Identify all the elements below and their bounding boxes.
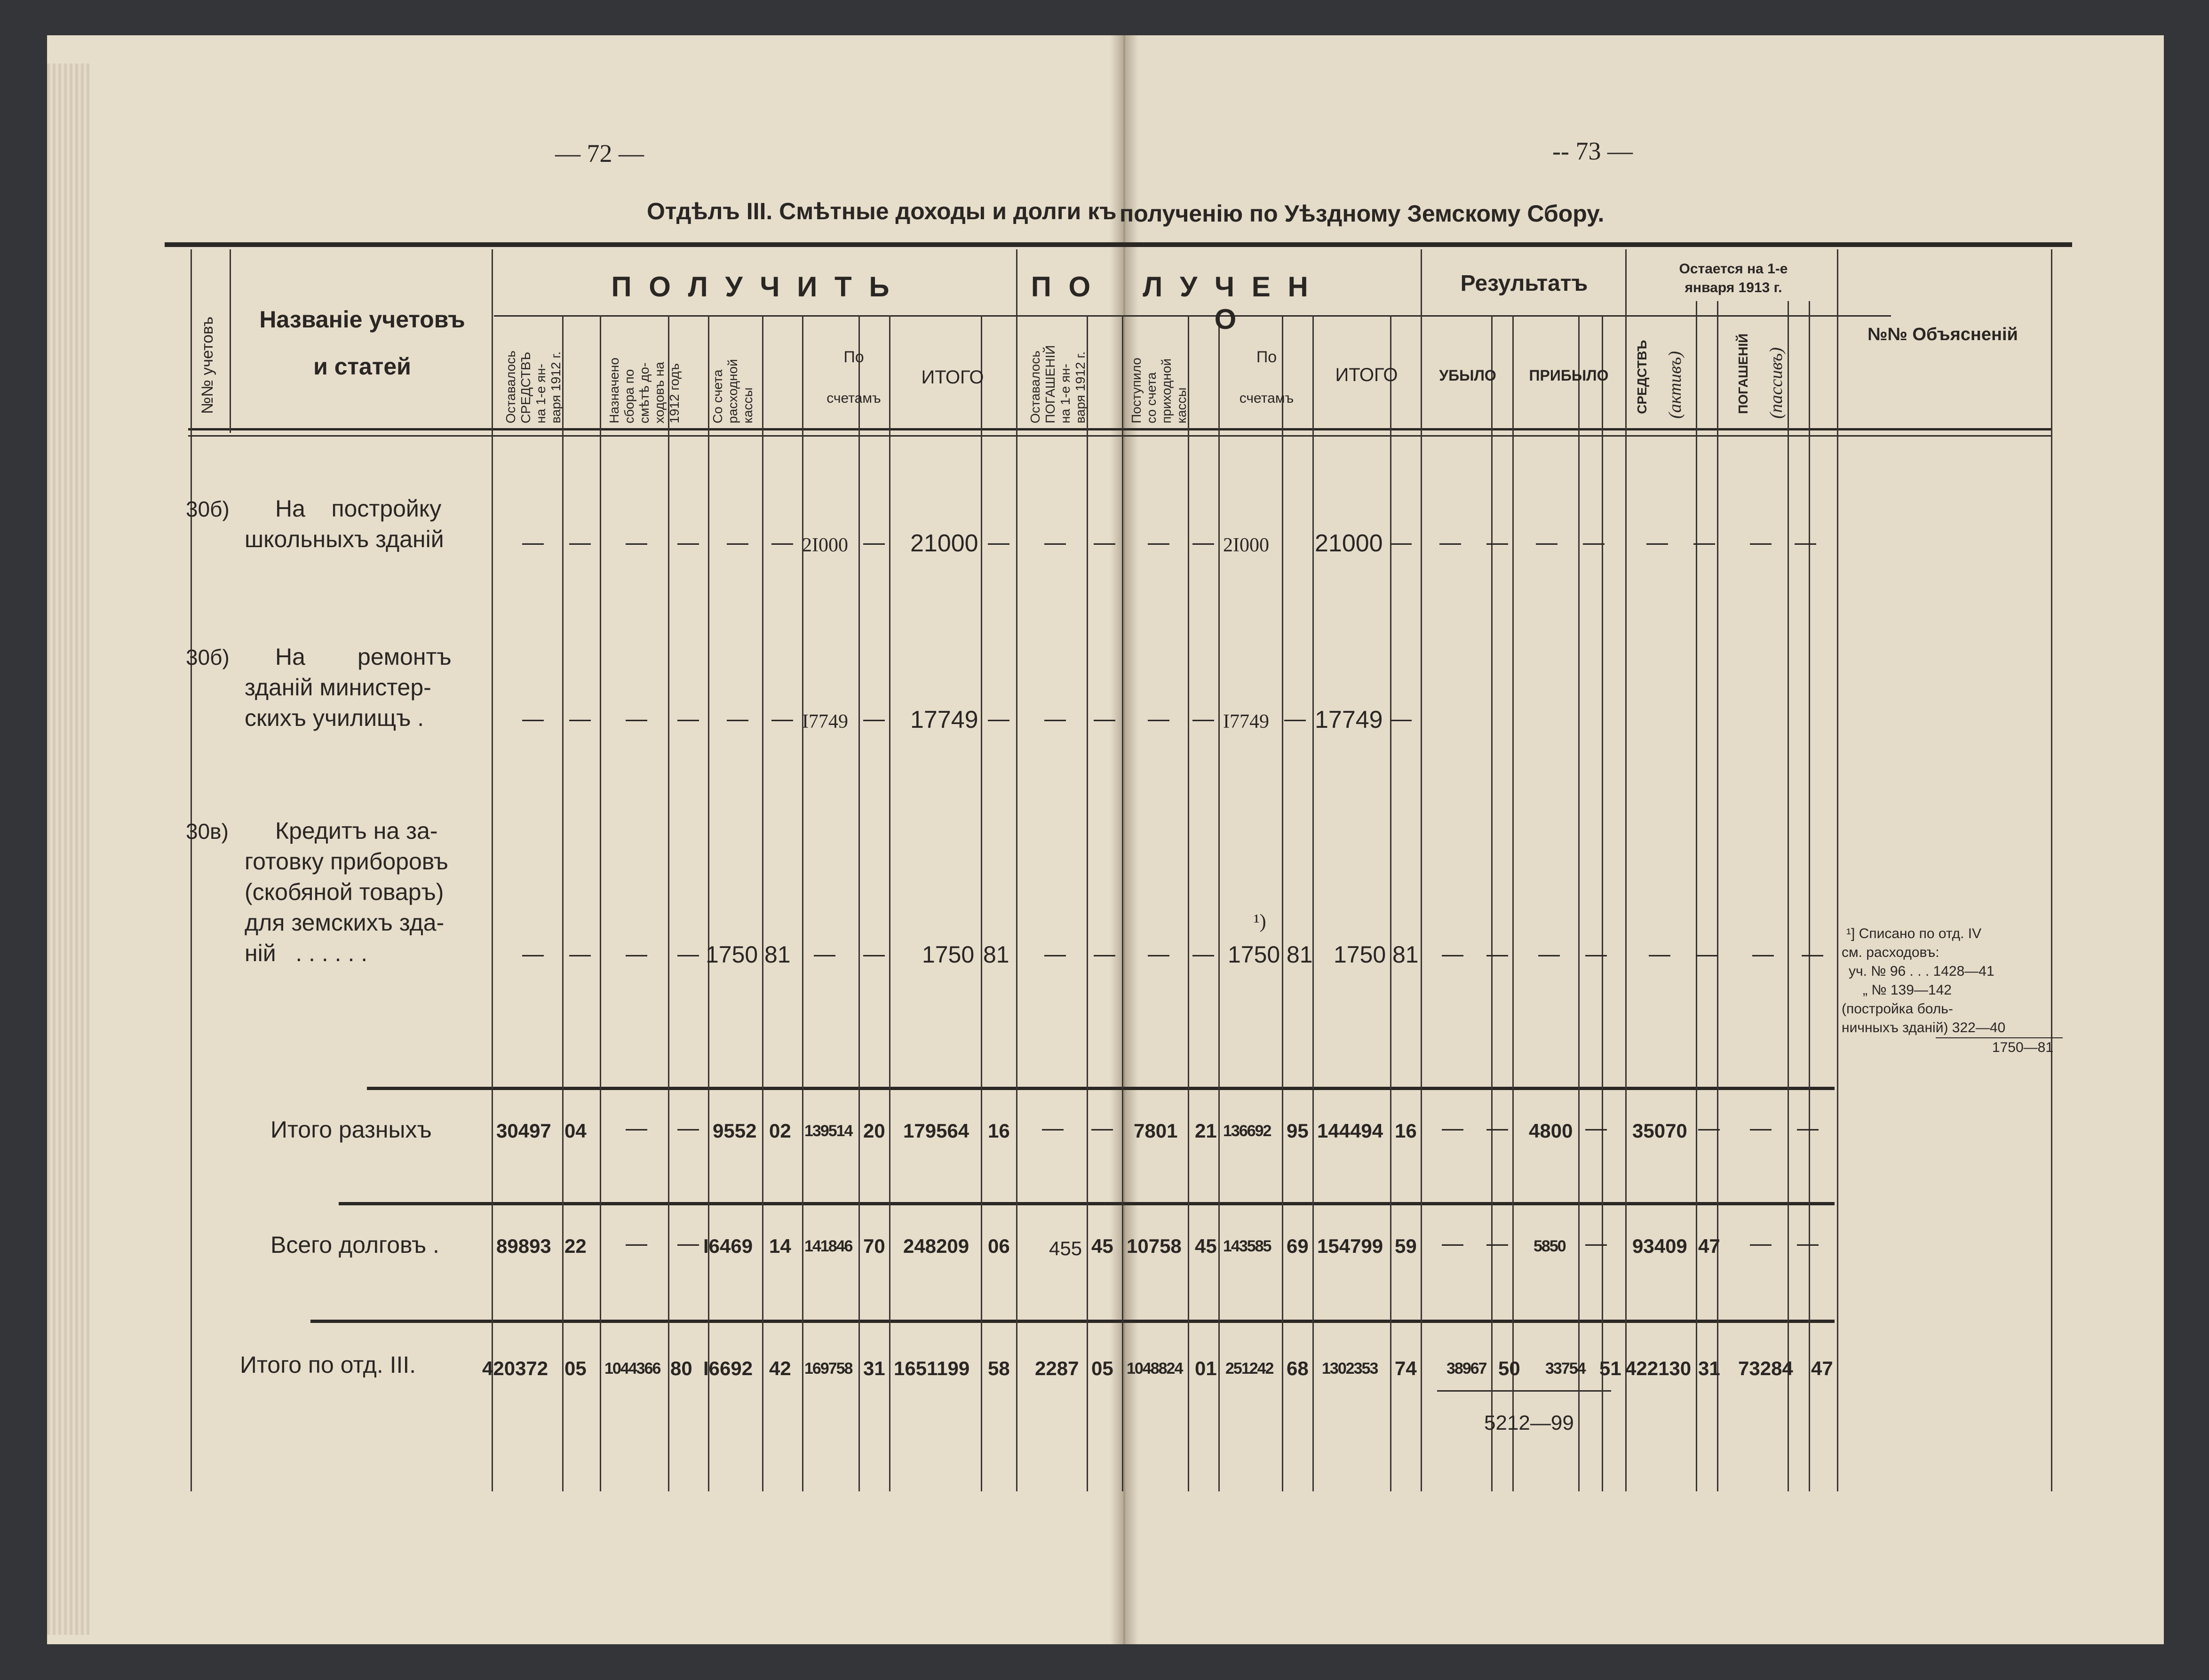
header-ostaetsya-1: Остается на 1-е bbox=[1679, 261, 1788, 277]
col-line bbox=[2051, 249, 2052, 1491]
total-2-itogo: 248209 bbox=[903, 1235, 969, 1257]
total-2-val: I6469 bbox=[703, 1235, 753, 1257]
total-3-kop: 50 bbox=[1498, 1357, 1520, 1379]
header-itogo-1: ИТОГО bbox=[921, 367, 984, 388]
total-3-kop: 51 bbox=[1599, 1357, 1621, 1379]
total-3-val: 38967 bbox=[1446, 1360, 1486, 1377]
header-polucheno-left: П О bbox=[1031, 271, 1096, 303]
total-3-val: 1044366 bbox=[604, 1360, 660, 1377]
row-1-dash: — bbox=[1148, 530, 1169, 554]
col-line bbox=[1602, 315, 1603, 1491]
col-line bbox=[981, 315, 982, 1491]
subtotal-rule-3 bbox=[310, 1320, 1835, 1323]
row-2-itogo: 17749 bbox=[910, 706, 978, 733]
row-3-name-3: (скобяной товаръ) bbox=[245, 879, 444, 905]
total-3-val: 33754 bbox=[1545, 1360, 1585, 1377]
top-rule bbox=[165, 242, 2072, 247]
footnote-line: см. расходовъ: bbox=[1842, 945, 1939, 960]
total-3-kop: 31 bbox=[1698, 1357, 1720, 1379]
row-3-dash: — bbox=[1802, 941, 1823, 966]
total-2-val: 93409 bbox=[1632, 1235, 1687, 1257]
col-line bbox=[1312, 315, 1314, 1491]
row-1-dash: — bbox=[1094, 530, 1115, 554]
total-3-kop: 47 bbox=[1811, 1357, 1833, 1379]
row-2-dash: — bbox=[771, 706, 793, 731]
row-3-name-1: Кредитъ на за- bbox=[275, 818, 438, 844]
row-1-dash: — bbox=[1439, 530, 1461, 554]
total-1-kop: 21 bbox=[1195, 1120, 1217, 1142]
col-line bbox=[708, 315, 709, 1491]
total-3-val: 73284 bbox=[1738, 1357, 1793, 1379]
total-1-dash: — bbox=[1442, 1115, 1463, 1140]
total-1-val: 136692 bbox=[1223, 1122, 1271, 1140]
total-1-dash: — bbox=[1698, 1115, 1720, 1140]
row-3-dash: — bbox=[863, 941, 885, 966]
header-ostavalos-sredstv: Оставалось СРЕДСТВЪ на 1-е ян- варя 1912 г. bbox=[503, 350, 563, 423]
row-1-dash: — bbox=[1486, 530, 1508, 554]
row-2-val: I7749 bbox=[1223, 711, 1269, 733]
row-1-dash: — bbox=[522, 530, 544, 554]
header-po-2: По bbox=[1256, 348, 1277, 366]
row-1-dash: — bbox=[677, 530, 699, 554]
row-3-itogo: 1750 bbox=[1334, 941, 1386, 968]
total-3-kop: 68 bbox=[1287, 1357, 1309, 1379]
row-1-dash: — bbox=[771, 530, 793, 554]
row-1-dash: — bbox=[1390, 530, 1412, 554]
col-line bbox=[889, 315, 890, 1491]
total-2-val: 10758 bbox=[1127, 1235, 1182, 1257]
total-3-val: I6692 bbox=[703, 1357, 753, 1379]
footnote-line: „ № 139—142 bbox=[1863, 982, 1952, 998]
header-itogo-2: ИТОГО bbox=[1335, 365, 1398, 385]
total-1-dash: — bbox=[1585, 1115, 1607, 1140]
row-3-kop: 81 bbox=[1287, 941, 1313, 968]
row-2-dash: — bbox=[1094, 706, 1115, 731]
footnote-line: ничныхъ зданій) 322—40 bbox=[1842, 1020, 2006, 1035]
header-polucheno-right: Л У Ч Е Н О bbox=[1143, 271, 1313, 335]
footnote-line: уч. № 96 . . . 1428—41 bbox=[1849, 963, 1994, 979]
total-1-label: Итого разныхъ bbox=[270, 1116, 432, 1143]
row-3-dash: — bbox=[569, 941, 591, 966]
total-3-val: 422130 bbox=[1625, 1357, 1692, 1379]
total-3-val: 1048824 bbox=[1127, 1360, 1183, 1377]
total-3-kop: 05 bbox=[564, 1357, 587, 1379]
total-2-kop: 45 bbox=[1091, 1235, 1113, 1257]
row-2-dash: — bbox=[522, 706, 544, 731]
total-1-dash: — bbox=[677, 1115, 699, 1140]
header-ostavalos-pogash: Оставалось ПОГАШЕНІЙ на 1-е ян- варя 1912 г. bbox=[1028, 345, 1088, 423]
total-2-val: 455 bbox=[1049, 1237, 1082, 1259]
header-obyasneniy: №№ Объясненій bbox=[1867, 325, 2018, 344]
table-title-left: Отдѣлъ III. Смѣтные доходы и долги къ bbox=[647, 198, 1117, 224]
total-2-kop: 70 bbox=[863, 1235, 885, 1257]
header-name-1: Названіе учетовъ bbox=[259, 306, 465, 333]
row-3-dash: — bbox=[626, 941, 647, 966]
total-3-label: Итого по отд. III. bbox=[240, 1352, 416, 1378]
total-3-val: 169758 bbox=[804, 1360, 852, 1377]
row-1-itogo: 21000 bbox=[910, 530, 978, 557]
total-3-kop: 58 bbox=[988, 1357, 1010, 1379]
row-1-dash: — bbox=[727, 530, 748, 554]
row-1-dash: — bbox=[569, 530, 591, 554]
total-1-val: 7801 bbox=[1134, 1120, 1178, 1142]
col-line bbox=[1282, 315, 1283, 1491]
row-1-dash: — bbox=[1044, 530, 1066, 554]
row-3-kop: 81 bbox=[1392, 941, 1419, 968]
row-3-dash: — bbox=[1044, 941, 1066, 966]
total-3-kop: 80 bbox=[670, 1357, 692, 1379]
row-1-name-1: На постройку bbox=[275, 495, 442, 522]
total-2-kop: 69 bbox=[1287, 1235, 1309, 1257]
total-3-kop: 01 bbox=[1195, 1357, 1217, 1379]
header-so-scheta: Со счета расходной кассы bbox=[710, 359, 755, 423]
row-3-dash: — bbox=[1148, 941, 1169, 966]
col-line bbox=[1837, 249, 1838, 1491]
row-2-itogo: 17749 bbox=[1315, 706, 1383, 733]
total-3-itogo: 1651199 bbox=[894, 1357, 970, 1379]
row-1-dash: — bbox=[1750, 530, 1772, 554]
header-naznacheno: Назначено сбора по смѣтѣ до- ходовъ на 1912 годъ bbox=[607, 358, 682, 423]
row-3-kop: 81 bbox=[983, 941, 1009, 968]
header-schetam: счетамъ bbox=[826, 390, 881, 406]
total-1-val: 4800 bbox=[1529, 1120, 1573, 1142]
total-2-dash: — bbox=[626, 1231, 647, 1255]
row-2-dash: — bbox=[1044, 706, 1066, 731]
col-line bbox=[1696, 301, 1697, 1491]
total-3-kop: 05 bbox=[1091, 1357, 1113, 1379]
row-3-dash: — bbox=[814, 941, 835, 966]
col-line bbox=[1491, 315, 1493, 1491]
total-1-val: 139514 bbox=[804, 1122, 852, 1140]
row-1-name-2: школьныхъ зданій bbox=[245, 526, 444, 552]
page-number-right: -- 73 — bbox=[1552, 137, 1633, 165]
header-rezultat: Результатъ bbox=[1460, 271, 1588, 296]
total-2-dash: — bbox=[1797, 1231, 1819, 1255]
footnote-line: 1750—81 bbox=[1936, 1037, 2063, 1057]
total-1-kop: 02 bbox=[769, 1120, 791, 1142]
total-1-itogo: 179564 bbox=[903, 1120, 969, 1142]
row-3-val: 1750 bbox=[706, 941, 758, 968]
row-1-dash: — bbox=[626, 530, 647, 554]
col-line bbox=[1390, 315, 1391, 1491]
row-1-dash: — bbox=[1583, 530, 1605, 554]
total-1-kop: 95 bbox=[1287, 1120, 1309, 1142]
total-2-kop: 22 bbox=[564, 1235, 587, 1257]
total-3-val: 420372 bbox=[482, 1357, 548, 1379]
header-pribylo: ПРИБЫЛО bbox=[1529, 367, 1609, 384]
total-2-kop: 14 bbox=[769, 1235, 791, 1257]
col-line bbox=[762, 315, 763, 1491]
header-ubylo: УБЫЛО bbox=[1439, 367, 1496, 384]
total-1-kop: 20 bbox=[863, 1120, 885, 1142]
total-2-dash: — bbox=[1442, 1231, 1463, 1255]
row-2-dash: — bbox=[863, 706, 885, 731]
total-2-itogo: 154799 bbox=[1317, 1235, 1383, 1257]
row-2-num: 30б) bbox=[186, 645, 230, 669]
total-2-kop: 45 bbox=[1195, 1235, 1217, 1257]
total-3-val: 251242 bbox=[1225, 1360, 1273, 1377]
header-passiv: (пассивъ) bbox=[1766, 347, 1786, 419]
total-2-label: Всего долговъ . bbox=[270, 1232, 439, 1258]
row-3-val: 1750 bbox=[1228, 941, 1280, 968]
result-underline bbox=[1437, 1390, 1611, 1392]
header-name-2: и статей bbox=[313, 353, 411, 380]
header-bottom-rule-2 bbox=[188, 435, 2051, 437]
total-2-kop: 59 bbox=[1395, 1235, 1417, 1257]
row-3-dash: — bbox=[677, 941, 699, 966]
row-1-dash: — bbox=[1192, 530, 1214, 554]
col-line bbox=[562, 315, 564, 1491]
row-3-num: 30в) bbox=[186, 819, 229, 844]
col-line bbox=[492, 249, 493, 1491]
total-2-val: 141846 bbox=[804, 1237, 852, 1255]
footnote-line: (постройка боль- bbox=[1842, 1001, 1953, 1017]
total-2-val: 143585 bbox=[1223, 1237, 1271, 1255]
col-line bbox=[1421, 249, 1422, 1491]
total-1-dash: — bbox=[626, 1115, 647, 1140]
col-line bbox=[1625, 249, 1627, 1491]
page-number-left: — 72 — bbox=[555, 139, 644, 167]
row-2-dash: — bbox=[1192, 706, 1214, 731]
total-3-val: 2287 bbox=[1035, 1357, 1079, 1379]
col-line bbox=[191, 249, 192, 1491]
col-line bbox=[1122, 315, 1123, 1491]
row-1-dash: — bbox=[1693, 530, 1715, 554]
col-line bbox=[858, 315, 860, 1491]
row-1-dash: — bbox=[988, 530, 1009, 554]
row-3-dash: — bbox=[1442, 941, 1463, 966]
total-1-kop: 16 bbox=[988, 1120, 1010, 1142]
col-line bbox=[668, 315, 669, 1491]
row-3-dash: — bbox=[1486, 941, 1508, 966]
row-2-dash: — bbox=[988, 706, 1009, 731]
header-pogasheniy: ПОГАШЕНІЙ bbox=[1736, 333, 1750, 414]
col-line bbox=[1512, 315, 1514, 1491]
result-note: 5212—99 bbox=[1484, 1411, 1574, 1434]
footnote-mark: ¹) bbox=[1254, 911, 1266, 932]
row-3-name-4: для земскихъ зда- bbox=[245, 909, 445, 936]
row-3-name-2: готовку приборовъ bbox=[245, 848, 448, 875]
row-2-val: I7749 bbox=[802, 711, 848, 733]
col-line bbox=[1218, 315, 1220, 1491]
row-2-name-3: скихъ училищъ . bbox=[245, 705, 424, 731]
page-edges bbox=[47, 64, 89, 1635]
total-1-dash: — bbox=[1486, 1115, 1508, 1140]
total-1-itogo: 144494 bbox=[1317, 1120, 1383, 1142]
header-aktiv: (активъ) bbox=[1665, 351, 1685, 419]
row-3-name-5: ній . . . . . . bbox=[245, 940, 368, 966]
total-2-dash: — bbox=[677, 1231, 699, 1255]
total-2-val: 89893 bbox=[496, 1235, 551, 1257]
row-3-dash: — bbox=[1538, 941, 1560, 966]
row-3-dash: — bbox=[1585, 941, 1607, 966]
footnote bbox=[1842, 924, 2063, 1057]
total-2-kop: 47 bbox=[1698, 1235, 1720, 1257]
row-3-dash: — bbox=[1094, 941, 1115, 966]
total-1-dash: — bbox=[1042, 1115, 1064, 1140]
total-2-kop: 06 bbox=[988, 1235, 1010, 1257]
total-2-val: 5850 bbox=[1534, 1237, 1565, 1255]
total-3-kop: 42 bbox=[769, 1357, 791, 1379]
table-title-right: полученію по Уѣздному Земскому Сбору. bbox=[1120, 200, 1605, 227]
row-1-dash: — bbox=[863, 530, 885, 554]
col-line bbox=[1717, 301, 1718, 1491]
footnote-line: ¹] Списано по отд. IV bbox=[1846, 926, 1982, 941]
total-1-val: 9552 bbox=[713, 1120, 757, 1142]
total-1-kop: 16 bbox=[1395, 1120, 1417, 1142]
total-1-val: 30497 bbox=[496, 1120, 551, 1142]
total-3-kop: 74 bbox=[1395, 1357, 1417, 1379]
row-2-name-2: зданій министер- bbox=[245, 674, 431, 701]
row-2-dash: — bbox=[727, 706, 748, 731]
total-2-dash: — bbox=[1486, 1231, 1508, 1255]
col-line bbox=[1188, 315, 1189, 1491]
header-postupilo: Поступило со счета приходной кассы bbox=[1129, 358, 1189, 423]
row-1-dash: — bbox=[1646, 530, 1668, 554]
total-1-dash: — bbox=[1091, 1115, 1113, 1140]
header-ostaetsya-2: января 1913 г. bbox=[1685, 280, 1782, 295]
total-1-dash: — bbox=[1797, 1115, 1819, 1140]
col-line bbox=[1809, 301, 1810, 1491]
total-1-kop: 04 bbox=[564, 1120, 587, 1142]
row-1-dash: — bbox=[1536, 530, 1557, 554]
header-poluchit: П О Л У Ч И Т Ь bbox=[611, 271, 894, 303]
row-1-itogo: 21000 bbox=[1315, 530, 1383, 557]
row-3-dash: — bbox=[1696, 941, 1717, 966]
row-2-dash: — bbox=[626, 706, 647, 731]
header-bottom-rule bbox=[188, 428, 2051, 430]
col-line bbox=[600, 315, 601, 1491]
row-3-itogo: 1750 bbox=[922, 941, 975, 968]
total-1-val: 35070 bbox=[1632, 1120, 1687, 1142]
row-3-dash: — bbox=[1649, 941, 1670, 966]
col-line bbox=[1016, 249, 1017, 1491]
row-2-dash: — bbox=[1390, 706, 1412, 731]
header-schetam-2: счетамъ bbox=[1239, 390, 1294, 406]
total-2-dash: — bbox=[1585, 1231, 1607, 1255]
col-line bbox=[1788, 301, 1789, 1491]
total-1-dash: — bbox=[1750, 1115, 1772, 1140]
row-1-num: 30б) bbox=[186, 497, 230, 521]
row-2-dash: — bbox=[677, 706, 699, 731]
header-po: По bbox=[843, 348, 864, 366]
col-line bbox=[802, 315, 803, 1491]
row-1-val: 2I000 bbox=[1223, 534, 1269, 556]
row-3-dash: — bbox=[1192, 941, 1214, 966]
col-line bbox=[230, 249, 231, 433]
total-3-kop: 31 bbox=[863, 1357, 885, 1379]
col-line bbox=[1087, 315, 1088, 1491]
row-2-name-1: На ремонтъ bbox=[275, 644, 452, 670]
row-1-dash: — bbox=[1795, 530, 1816, 554]
header-num: №№ учетовъ bbox=[199, 316, 216, 414]
row-3-dash: — bbox=[1752, 941, 1774, 966]
total-3-itogo: 1302353 bbox=[1322, 1360, 1378, 1377]
row-1-val: 2I000 bbox=[802, 534, 848, 556]
row-2-dash: — bbox=[569, 706, 591, 731]
header-sredstv-aktiv: СРЕДСТВЪ bbox=[1635, 340, 1649, 414]
total-2-dash: — bbox=[1750, 1231, 1772, 1255]
col-line bbox=[1578, 315, 1580, 1491]
row-2-dash: — bbox=[1148, 706, 1169, 731]
row-3-dash: — bbox=[522, 941, 544, 966]
row-2-dash: — bbox=[1284, 706, 1306, 731]
subtotal-rule-1 bbox=[367, 1087, 1835, 1090]
row-3-kop: 81 bbox=[764, 941, 791, 968]
